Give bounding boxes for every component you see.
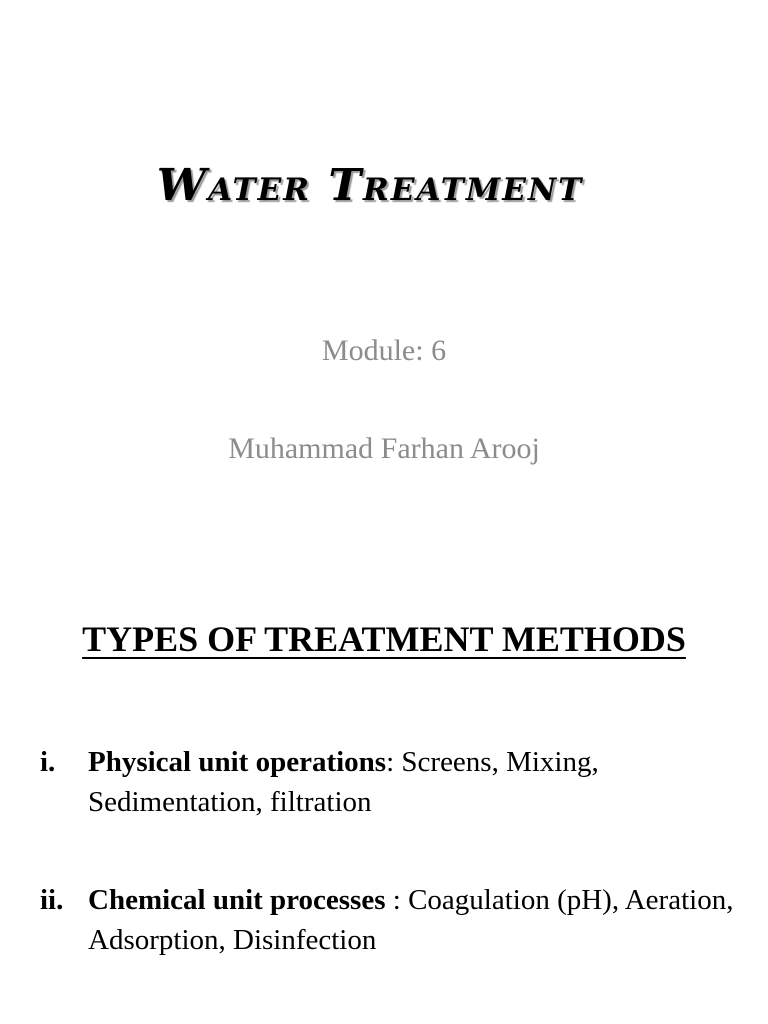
term-separator: : (385, 884, 409, 916)
method-details: Screens, Mixing, Sedimentation, filtration (88, 746, 599, 818)
list-item-physical-operations (40, 742, 740, 822)
method-term: Physical unit operations (88, 746, 387, 778)
module-label: Module: 6 (321, 334, 447, 367)
slide-title: Water Treatment (156, 160, 584, 211)
list-item-chemical-processes (40, 880, 740, 960)
term-separator: : (386, 746, 402, 778)
section-heading: TYPES OF TREATMENT METHODS (82, 619, 686, 659)
list-item-text (88, 880, 740, 960)
method-term: Chemical unit processes (88, 884, 386, 916)
method-details: Coagulation (pH), Aeration, Adsorption, Disinfection (88, 884, 734, 956)
list-marker: i. (40, 746, 56, 778)
list-marker: ii. (40, 884, 64, 916)
author-name: Muhammad Farhan Arooj (228, 432, 540, 465)
treatment-methods-list (40, 742, 740, 1018)
list-item-text (88, 742, 740, 822)
